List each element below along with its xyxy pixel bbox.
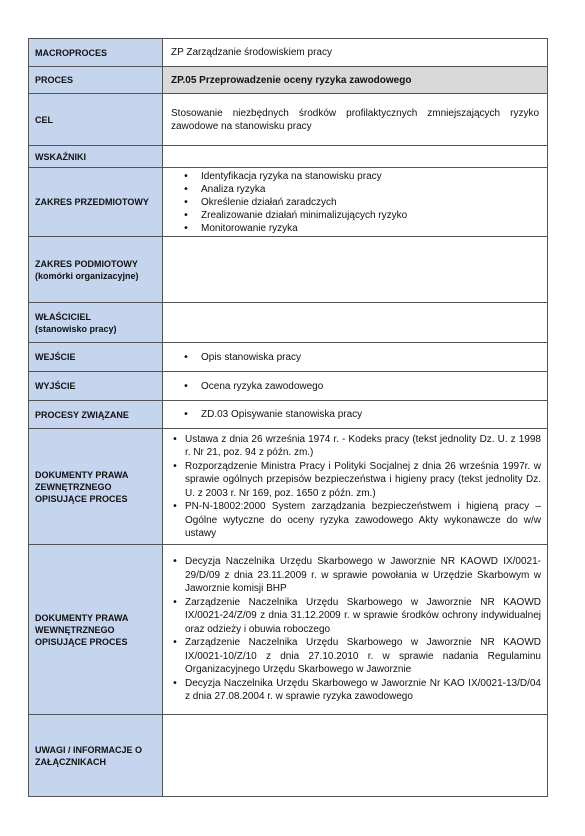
label-dokumenty-wewnetrzne: DOKUMENTY PRAWA WEWNĘTRZNEGO OPISUJĄCE PROCES [29,545,163,715]
row-macroproces [29,39,548,67]
cel-text: Stosowanie niezbędnych środków profilaktycznych zmniejszających ryzyko zawodowe na stanowisku pracy [171,107,539,132]
list-item: • Rozporządzenie Ministra Pracy i Polityki Socjalnej z dnia 26 września 1997r. w sprawie ogólnych przepisów bezpieczeństwa i higieny pracy (tekst jednolity Dz. U. z 2003 r. Nr 169, poz. 1650 z późn. zm.) [185,460,541,501]
dokumenty-wewnetrzne-list [169,555,541,704]
list-item: • ZD.03 Opisywanie stanowiska pracy [201,408,539,421]
row-dokumenty-wewnetrzne [29,545,548,715]
list-item: • Identyfikacja ryzyka na stanowisku pracy [201,170,539,183]
row-wejscie [29,343,548,372]
value-zakres-przedmiotowy [163,168,548,237]
procesy-zwiazane-list [171,408,539,421]
list-item: • Zarządzenie Naczelnika Urzędu Skarbowego w Jaworznie NR KAOWD IX/0021-10/Z/10 z dnia 27.10.2010 r. w sprawie nadania Regulaminu Organizacyjnego Urzędu Skarbowego w Jaworznie [185,636,541,677]
label-zakres-podmiotowy [29,237,163,303]
wlasciciel-title: WŁAŚCICIEL [35,311,91,322]
zakres-podmiotowy-sublabel: (komórki organizacyjne) [35,270,139,281]
row-procesy-zwiazane [29,401,548,429]
row-cel [29,94,548,146]
row-dokumenty-zewnetrzne [29,429,548,545]
label-cel: CEL [29,94,163,146]
list-item: • Monitorowanie ryzyka [201,222,539,235]
value-dokumenty-wewnetrzne [163,545,548,715]
row-uwagi [29,715,548,797]
list-item: • Analiza ryzyka [201,183,539,196]
list-item: • Ustawa z dnia 26 września 1974 r. - Kodeks pracy (tekst jednolity Dz. U. z 1998 r. Nr 21, poz. 94 z późn. zm.) [185,433,541,460]
value-macroproces: ZP Zarządzanie środowiskiem pracy [163,39,548,67]
row-proces [29,67,548,94]
label-uwagi: UWAGI / INFORMACJE O ZAŁĄCZNIKACH [29,715,163,797]
label-wejscie: WEJŚCIE [29,343,163,372]
label-zakres-przedmiotowy: ZAKRES PRZEDMIOTOWY [29,168,163,237]
process-card-table [28,38,548,797]
value-proces: ZP.05 Przeprowadzenie oceny ryzyka zawodowego [163,67,548,94]
value-procesy-zwiazane [163,401,548,429]
wlasciciel-sublabel: (stanowisko pracy) [35,323,117,334]
value-cel [163,94,548,146]
value-uwagi [163,715,548,797]
list-item: • Decyzja Naczelnika Urzędu Skarbowego w Jaworznie Nr KAO IX/0021-13/D/04 z dnia 27.08.2004 r. w sprawie ryzyka zawodowego [185,677,541,704]
list-item: • Zrealizowanie działań minimalizujących ryzyko [201,209,539,222]
row-zakres-podmiotowy [29,237,548,303]
label-wyjscie: WYJŚCIE [29,372,163,401]
label-macroproces: MACROPROCES [29,39,163,67]
zakres-przedmiotowy-list [171,170,539,235]
wejscie-list [171,351,539,364]
row-wlasciciel [29,303,548,343]
dokumenty-zewnetrzne-list [169,433,541,541]
value-wejscie [163,343,548,372]
value-zakres-podmiotowy [163,237,548,303]
list-item: • PN-N-18002:2000 System zarządzania bezpieczeństwem i higieną pracy – Ogólne wytyczne do oceny ryzyka zawodowego Akty wykonawcze do w/w ustawy [185,500,541,541]
list-item: • Opis stanowiska pracy [201,351,539,364]
value-wskazniki [163,146,548,168]
label-proces: PROCES [29,67,163,94]
zakres-podmiotowy-title: ZAKRES PODMIOTOWY [35,258,138,269]
row-wskazniki [29,146,548,168]
row-wyjscie [29,372,548,401]
list-item: • Ocena ryzyka zawodowego [201,380,539,393]
list-item: • Decyzja Naczelnika Urzędu Skarbowego w Jaworznie NR KAOWD IX/0021-29/D/09 z dnia 23.11.2009 r. w sprawie powołania w Urzędzie Skarbowym w Jaworznie komisji BHP [185,555,541,596]
wyjscie-list [171,380,539,393]
row-zakres-przedmiotowy [29,168,548,237]
list-item: • Określenie działań zaradczych [201,196,539,209]
label-procesy-zwiazane: PROCESY ZWIĄZANE [29,401,163,429]
list-item: • Zarządzenie Naczelnika Urzędu Skarbowego w Jaworznie NR KAOWD IX/0021-24/Z/09 z dnia 31.12.2009 r. w sprawie środków ochrony indywidualnej oraz odzieży i obuwia roboczego [185,596,541,637]
value-wlasciciel [163,303,548,343]
value-dokumenty-zewnetrzne [163,429,548,545]
label-wskazniki: WSKAŹNIKI [29,146,163,168]
value-wyjscie [163,372,548,401]
label-wlasciciel [29,303,163,343]
label-dokumenty-zewnetrzne: DOKUMENTY PRAWA ZEWNĘTRZNEGO OPISUJĄCE PROCES [29,429,163,545]
